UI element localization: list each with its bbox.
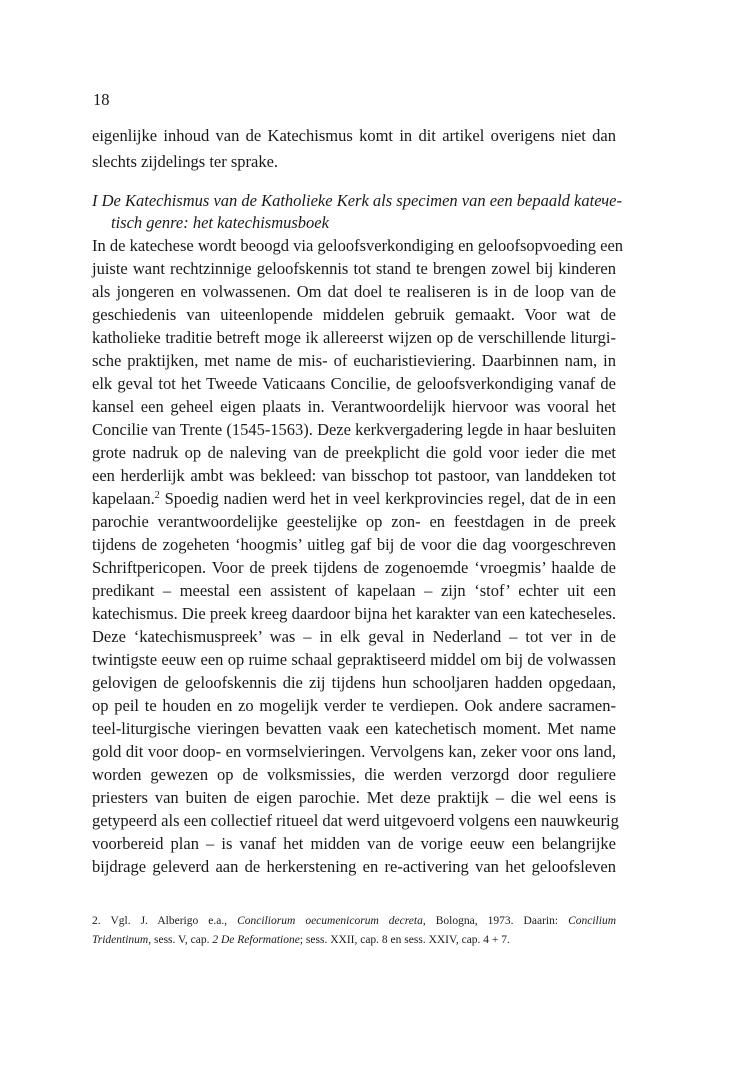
body-line: In de katechese wordt beoogd via geloofsverkondiging en geloofsopvoeding een <box>92 236 624 255</box>
body-line: Schriftpericopen. Voor de preek tijdens de zogenoemde ‘vroegmis’ haalde de <box>92 558 616 577</box>
body-line: predikant – meestal een assistent of kapelaan – zijn ‘stof’ echter uit een <box>92 581 616 600</box>
body-line: tijdens de zogeheten ‘hoogmis’ uitleg gaf bij de voor die dag voorgeschreven <box>92 535 616 554</box>
footnote-text: ; sess. XXII, cap. 8 en sess. XXIV, cap. 4 + 7. <box>299 934 510 946</box>
intro-line-2: slechts zijdelings ter sprake. <box>92 152 279 171</box>
body-line: grote nadruk op de naleving van de preekplicht die gold voor ieder die met <box>92 443 616 462</box>
body-line: sche praktijken, met name de mis- of eucharistieviering. Daarbinnen nam, in <box>92 351 616 370</box>
footnote-ref[interactable]: 2 <box>154 490 160 501</box>
body-line: juiste want rechtzinnige geloofskennis tot stand te brengen zowel bij kinderen <box>92 259 616 278</box>
body-line: teel-liturgische vieringen bevatten vaak een katechetisch moment. Met name <box>92 719 616 738</box>
body-line: gelovigen de geloofskennis die zij tijdens hun schooljaren hadden opgedaan, <box>92 673 616 692</box>
footnote-line-1 <box>92 912 616 930</box>
body-line: elk geval tot het Tweede Vaticaans Concilie, de geloofsverkondiging vanaf de <box>92 374 616 393</box>
body-line: Concilie van Trente (1545-1563). Deze kerkvergadering legde in haar besluiten <box>92 420 616 439</box>
body-line: een herderlijk ambt was bekleed: van bisschop tot pastoor, van landdeken tot <box>92 466 616 485</box>
footnote-line-2 <box>92 931 616 949</box>
body-line: parochie verantwoordelijke geestelijke op zon- en feestdagen in de preek <box>92 512 616 531</box>
footnote-text: 2. Vgl. J. Alberigo e.a., <box>92 915 238 927</box>
body-line: bijdrage geleverd aan de herkerstening en re-activering van het geloofsleven <box>92 857 616 876</box>
body-line: worden gewezen op de volksmissies, die werden verzorgd door reguliere <box>92 765 616 784</box>
footnote-title: Conciliorum oecumenicorum decreta <box>237 915 423 927</box>
body-line: geschiedenis van uiteenlopende middelen gebruik gemaakt. Voor wat de <box>92 305 616 324</box>
page-number: 18 <box>93 90 110 109</box>
body-line: gold dit voor doop- en vormselvieringen. Vervolgens kan, zeker voor ons land, <box>92 742 616 761</box>
body-line: priesters van buiten de eigen parochie. Met deze praktijk – die wel eens is <box>92 788 616 807</box>
body-line: kansel een geheel eigen plaats in. Verantwoordelijk hiervoor was vooral het <box>92 397 616 416</box>
body-line: getypeerd als een collectief ritueel dat werd uitgevoerd volgens een nauwkeurig <box>92 811 619 830</box>
body-line: katechismus. Die preek kreeg daardoor bijna het karakter van een katecheseles. <box>92 604 616 623</box>
body-line: op peil te houden en zo mogelijk verder te verdiepen. Ook andere sacramen- <box>92 696 616 715</box>
footnote-text: , Bologna, 1973. Daarin: <box>422 915 569 927</box>
footnote-text: , sess. V, cap. <box>148 934 213 946</box>
body-line: als jongeren en volwassenen. Om dat doel te realiseren is in de loop van de <box>92 282 616 301</box>
footnote-title: Tridentinum <box>92 934 149 946</box>
body-line: twintigste eeuw een op ruime schaal gepraktiseerd middel om bij de volwassen <box>92 650 616 669</box>
body-line: Deze ‘katechismuspreek’ was – in elk geval in Nederland – tot ver in de <box>92 627 616 646</box>
body-line-with-footnote-ref <box>92 488 616 510</box>
intro-line-1: eigenlijke inhoud van de Katechismus komt in dit artikel overigens niet dan <box>92 126 616 145</box>
body-text: kapelaan. <box>92 489 155 508</box>
section-heading-line-2: tisch genre: het katechismusboek <box>111 213 329 232</box>
body-text: Spoedig nadien werd het in veel kerkprovincies regel, dat de in een <box>159 489 616 508</box>
body-line: katholieke traditie betreft moge ik allereerst wijzen op de verschillende liturgi- <box>92 328 616 347</box>
section-heading-line-1: I De Katechismus van de Katholieke Kerk als specimen van een bepaald katече- <box>92 191 622 210</box>
body-line: voorbereid plan – is vanaf het midden van de vorige eeuw een belangrijke <box>92 834 616 853</box>
footnote-title: Concilium <box>568 915 616 927</box>
footnote-title: 2 De Reformatione <box>212 934 300 946</box>
